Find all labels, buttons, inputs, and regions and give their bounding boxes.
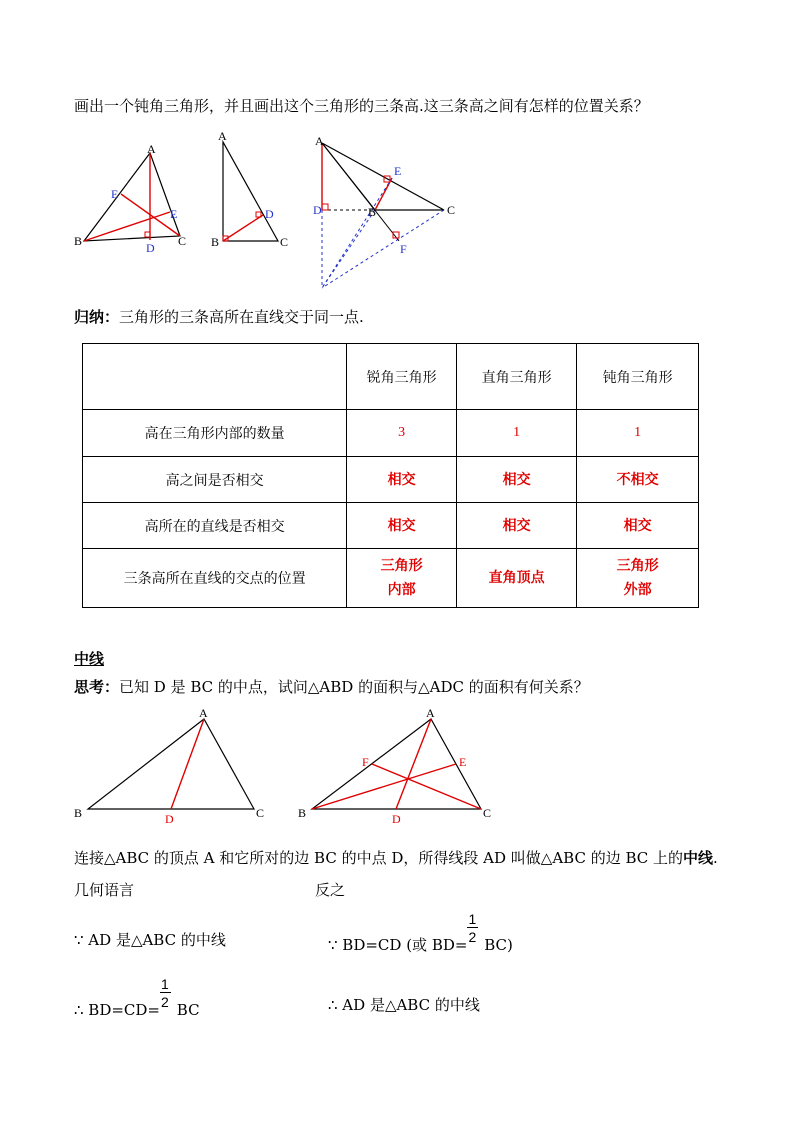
cell-value: 3 [347,410,457,457]
median-triangle-right [298,706,491,826]
row-label: 高在三角形内部的数量 [83,410,347,457]
frac-den: 2 [468,929,477,945]
label-B: B [74,234,83,248]
label-A: A [199,706,208,720]
label-D: D [313,203,322,217]
intro-text: 画出一个钝角三角形，并且画出这个三角形的三条高.这三条高之间有怎样的位置关系？ [74,97,649,115]
label-B: B [74,806,83,820]
median-triangle-left [74,706,264,826]
label-C: C [280,235,289,249]
row-label: 高之间是否相交 [83,457,347,503]
label-C: C [256,806,265,820]
cell-value: 相交 [457,503,577,549]
label-E: E [459,755,467,769]
table-row [83,410,699,457]
summary-line [74,307,364,327]
cell-value: 不相交 [577,457,699,503]
label-A: A [315,134,324,148]
label-B: B [298,806,307,820]
because2-text: ∵ BD=CD (或 BD= [328,936,468,954]
frac-den: 2 [161,994,169,1010]
acute-triangle [74,142,186,255]
cell-value: 1 [577,410,699,457]
therefore-median: ∴ AD 是△ABC 的中线 [328,996,480,1014]
header-right: 直角三角形 [457,344,577,410]
think-question [74,677,589,697]
obtuse-triangle [313,134,455,288]
label-C: C [483,806,492,820]
label-B: B [211,235,220,249]
cell-value: 相交 [347,503,457,549]
median-figures [66,702,506,827]
altitudes-figure [70,128,490,298]
label-C: C [178,234,187,248]
label-C: C [447,203,456,217]
therefore-equal-halves [74,976,200,1020]
cell-value: 相交 [457,457,577,503]
header-obtuse: 钝角三角形 [577,344,699,410]
because-median: ∵ AD 是△ABC 的中线 [74,931,226,949]
because2-end: BC) [479,936,513,954]
label-E1: E [111,187,119,201]
table-row [83,457,699,503]
think-label: 思考： [74,678,120,696]
therefore1-text: ∴ BD=CD= [74,1001,161,1019]
row-label: 三条高所在直线的交点的位置 [83,549,347,608]
frac-num: 1 [468,911,477,927]
section-heading: 中线 [74,650,105,668]
definition-end: . [713,849,718,867]
cell-value: 三角形 内部 [347,549,457,608]
table-header-row [83,344,699,410]
cell-value: 相交 [347,457,457,503]
label-E2: E [170,207,178,221]
label-A: A [218,129,227,143]
frac-num: 1 [161,976,169,992]
label-D: D [392,812,401,826]
definition-term: 中线 [683,849,714,867]
median-definition [74,848,718,868]
because-equal-halves [328,911,513,955]
fraction-half [467,911,479,950]
summary-label: 归纳： [74,308,120,326]
think-text: 已知 D 是 BC 的中点，试问△ABD 的面积与△ADC 的面积有何关系？ [119,678,589,696]
label-E: E [394,164,402,178]
table-row [83,549,699,608]
converse-label: 反之 [315,881,346,899]
therefore1-end: BC [172,1001,200,1019]
right-triangle [211,129,288,249]
label-B: B [368,205,377,219]
cell-value: 直角顶点 [457,549,577,608]
label-D: D [146,241,155,255]
geo-language-label: 几何语言 [74,881,135,899]
label-F: F [362,755,369,769]
label-D: D [165,812,174,826]
label-A: A [426,706,435,720]
table-row [83,503,699,549]
label-F: F [400,242,407,256]
cell-value: 1 [457,410,577,457]
label-D: D [265,207,274,221]
definition-text: 连接△ABC 的顶点 A 和它所对的边 BC 的中点 D，所得线段 AD 叫做△ABC 的边 BC 上的 [74,849,684,867]
label-A: A [147,142,156,156]
header-acute: 锐角三角形 [347,344,457,410]
fraction-half [160,976,172,1015]
altitude-comparison-table [82,343,699,608]
cell-value: 三角形 外部 [577,549,699,608]
row-label: 高所在的直线是否相交 [83,503,347,549]
cell-value: 相交 [577,503,699,549]
header-empty [83,344,347,410]
summary-text: 三角形的三条高所在直线交于同一点. [119,308,364,326]
